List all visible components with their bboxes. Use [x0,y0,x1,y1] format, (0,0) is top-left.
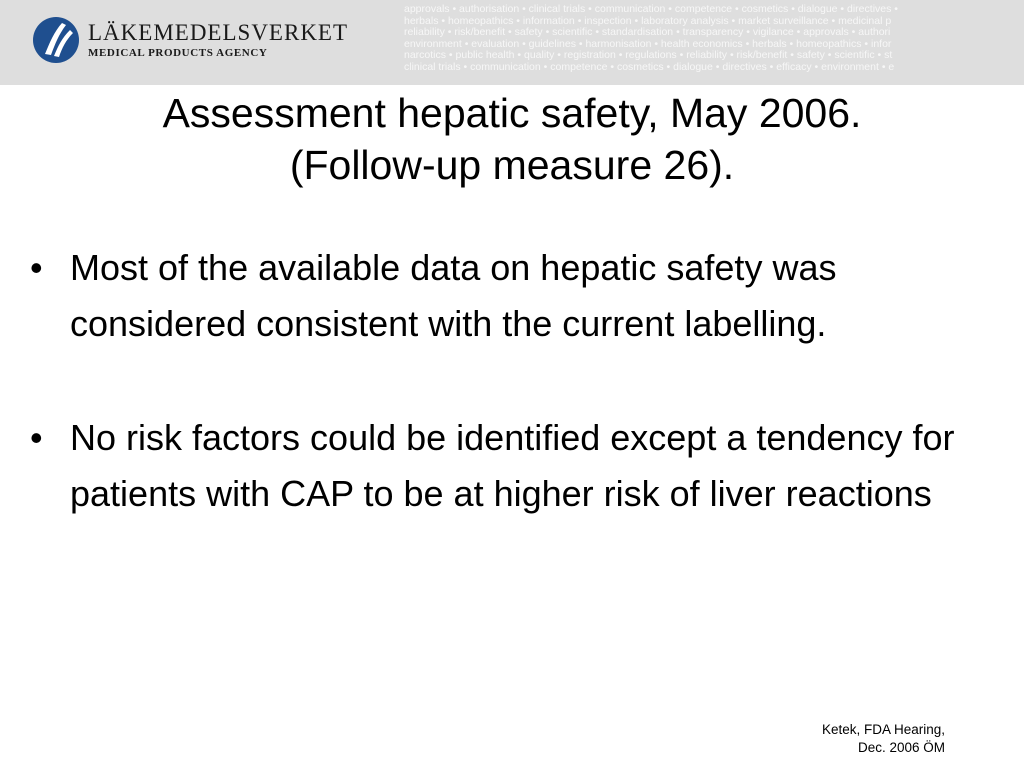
agency-logo [32,16,348,64]
bullet-item [26,410,986,522]
bullet-list [26,240,986,522]
logo-text [88,21,348,59]
watermark-line: herbals • homeopathics • information • inspection • laboratory analysis • market surveillance • medicinal p [404,14,892,27]
logo-subtitle: MEDICAL PRODUCTS AGENCY [88,47,268,59]
slide-footer [822,721,945,757]
slide-title [0,87,1024,191]
header-band [0,0,1024,85]
watermark-line: environment • evaluation • guidelines • harmonisation • health economics • herbals • homeopathics • infor [404,37,892,50]
watermark-line: approvals • authorisation • clinical trials • communication • competence • cosmetics • dialogue • directives • [404,4,898,15]
watermark-line: reliability • risk/benefit • safety • scientific • standardisation • transparency • vigilance • approvals • authori [404,26,891,38]
logo-name: LÄKEMEDELSVERKET [88,20,349,45]
slide-title-line-1: Assessment hepatic safety, May 2006. [162,90,862,136]
slide-title-line-2: (Follow-up measure 26). [289,142,735,188]
footer-line-2: Dec. 2006 ÖM [857,740,945,755]
bullet-text: No risk factors could be identified except a tendency for patients with CAP to be at higher risk of liver reactions [70,417,955,514]
bullet-icon: • [30,417,43,458]
watermark-line: clinical trials • communication • competence • cosmetics • dialogue • directives • efficacy • environment • e [404,60,895,73]
footer-line-1: Ketek, FDA Hearing, [821,722,945,737]
logo-emblem-icon [32,16,80,64]
header-watermark-text [404,4,1024,73]
bullet-text: Most of the available data on hepatic safety was considered consistent with the current labelling. [70,247,837,344]
bullet-item [26,240,986,352]
watermark-line: narcotics • public health • quality • registration • regulations • reliability • risk/benefit • safety • scientific • st [404,49,893,61]
bullet-icon: • [30,247,43,288]
